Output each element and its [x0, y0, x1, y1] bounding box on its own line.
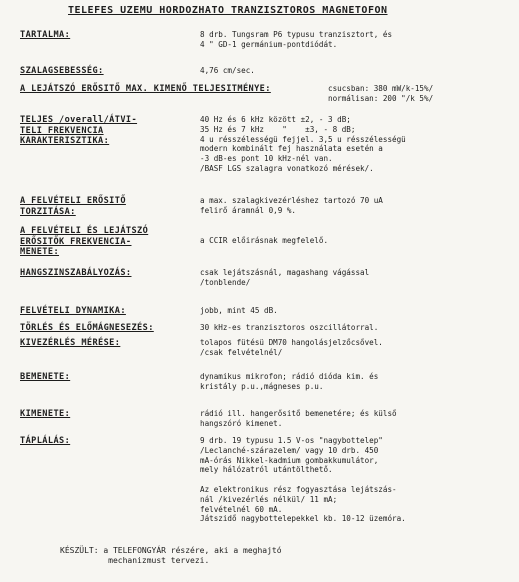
spec-value: rádió ill. hangerősitő bemenetére; és külső hangszóró kimenet.	[200, 409, 397, 428]
spec-value: tolapos fütésü DM70 hangolásjelzőcsővel. /csak felvételnél/	[200, 338, 383, 357]
spec-label: FELVÉTELI DYNAMIKA:	[20, 306, 126, 316]
spec-label: TARTALMA:	[20, 30, 71, 40]
spec-value: a max. szalagkivezérléshez tartozó 70 uA felirő áramnál 0,9 %.	[200, 196, 383, 215]
spec-label: A FELVÉTELI ERŐSITŐ TORZITÁSA:	[20, 196, 126, 217]
document-title: TELEFES UZEMU HORDOZHATO TRANZISZTOROS MAGNETOFON	[68, 5, 388, 16]
spec-value: csak lejátszásnál, magashang vágással /tonblende/	[200, 268, 370, 287]
spec-label: TÖRLÉS ÉS ELŐMÁGNESEZÉS:	[20, 323, 154, 333]
spec-value: a CCIR előirásnak megfelelő.	[200, 236, 329, 245]
spec-label: A FELVÉTELI ÉS LEJÁTSZÓ ERŐSITŐK FREKVENCIA- MENETE:	[20, 226, 149, 257]
spec-value: 8 drb. Tungsram P6 typusu tranzisztort, és 4 " GD-1 germánium-pontdiódát.	[200, 30, 393, 49]
spec-label: TÁPLÁLÁS:	[20, 436, 71, 446]
spec-label: TELJES /overall/ÁTVI- TELI FREKVENCIA KARAKTERISZTIKA:	[20, 115, 138, 146]
document-footer: KÉSZÜLT: a TELEFONGYÁR részére, aki a meghajtó mechanizmust tervezi.	[60, 546, 282, 565]
spec-label: BEMENETE:	[20, 372, 71, 382]
spec-label: SZALAGSEBESSÉG:	[20, 66, 104, 76]
spec-label: KIMENETE:	[20, 409, 71, 419]
spec-value: csucsban: 380 mW/k-15%/ normálisan: 200 "/k 5%/	[328, 84, 434, 103]
spec-value: 30 kHz-es tranzisztoros oszcillátorral.	[200, 323, 379, 332]
spec-value: 9 drb. 19 typusu 1.5 V-os "nagybottelep" /Leclanché-szárazelem/ vagy 10 drb. 450 mA-órás Nikkel-kadmium gombakkumulátor, mely hálózatról utántölthető. Az elektronikus rész fogyasztása lejátszás- nál /kivezérlés nélkül/ 11 mA; felvételnél 60 mA. Játszidő nagybottelepekkel kb. 10-12 üzemóra.	[200, 436, 406, 524]
spec-value: 40 Hz és 6 kHz között ±2, - 3 dB; 35 Hz és 7 kHz " ±3, - 8 dB; 4 u résszélességü fejjel. 3,5 u résszélességü modern kombinált fej használata esetén a -3 dB-es pont 10 kHz-nél van. /BASF LGS szalagra vonatkozó mérések/.	[200, 115, 406, 173]
spec-value: dynamikus mikrofon; rádió dióda kim. és kristály p.u.,mágneses p.u.	[200, 372, 379, 391]
spec-label: HANGSZINSZABÁLYOZÁS:	[20, 268, 132, 278]
spec-label: A LEJÁTSZÓ ERŐSITŐ MAX. KIMENŐ TELJESITMÉNYE:	[20, 84, 271, 94]
spec-label: KIVEZÉRLÉS MÉRÉSE:	[20, 338, 121, 348]
spec-value: 4,76 cm/sec.	[200, 66, 255, 75]
spec-value: jobb, mint 45 dB.	[200, 306, 278, 315]
